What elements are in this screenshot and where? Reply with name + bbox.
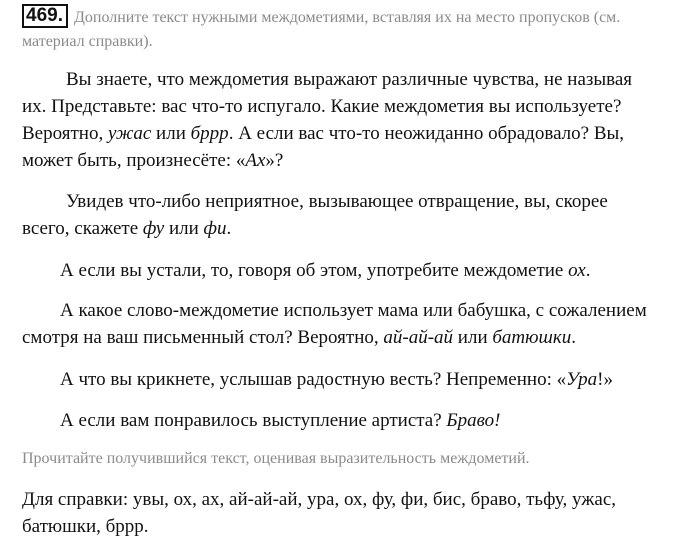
p4-text: . bbox=[571, 327, 577, 348]
p1-line2: их. Представьте: вас что-то испугало. Какие междометия вы используете? bbox=[22, 96, 622, 117]
interjection-okh: ох bbox=[568, 260, 586, 281]
p6-text: А если вам понравилось выступление артиста? bbox=[60, 410, 447, 431]
p1-text: »? bbox=[265, 150, 284, 171]
p3-line1 bbox=[22, 257, 682, 284]
task-instruction-line2: материал справки). bbox=[22, 33, 153, 50]
paragraph-6 bbox=[22, 407, 682, 434]
p4-text: смотря на ваш письменный стол? Вероятно, bbox=[22, 327, 384, 348]
p5-text: А что вы крикнете, услышав радостную весть? Непременно: « bbox=[60, 369, 567, 390]
interjection-fi: фи bbox=[203, 218, 227, 239]
task-instruction-line1: Дополните текст нужными междометиями, вставляя их на место пропусков (см. bbox=[73, 9, 621, 26]
interjection-uzhas: ужас bbox=[107, 123, 152, 144]
interjection-fu: фу bbox=[142, 218, 165, 239]
reference-line2: батюшки, бррр. bbox=[22, 516, 149, 537]
p1-line4 bbox=[22, 147, 682, 174]
p5-line1 bbox=[22, 366, 682, 393]
p6-line1 bbox=[22, 407, 682, 434]
p1-text: или bbox=[151, 123, 191, 144]
p1-text: Вероятно, bbox=[22, 123, 108, 144]
paragraph-4 bbox=[22, 297, 682, 351]
interjection-ura: Ура bbox=[566, 369, 598, 390]
p2-text: . bbox=[226, 218, 232, 239]
p1-text: может быть, произнесёте: « bbox=[22, 150, 246, 171]
p4-text: или bbox=[453, 327, 493, 348]
interjection-bravo: Браво! bbox=[446, 410, 501, 431]
p3-text: А если вы устали, то, говоря об этом, употребите междометие bbox=[60, 260, 569, 281]
paragraph-2 bbox=[22, 188, 682, 242]
paragraph-3 bbox=[22, 257, 682, 284]
p2-line1: Увидев что-либо неприятное, вызывающее отвращение, вы, скорее bbox=[66, 191, 608, 212]
reference-block bbox=[22, 486, 682, 540]
p4-line1: А какое слово-междометие использует мама или бабушка, с сожалением bbox=[60, 300, 647, 321]
p2-line2 bbox=[22, 215, 682, 242]
interjection-ai-ai-ai: ай-ай-ай bbox=[383, 327, 454, 348]
reference-line1: Для справки: увы, ох, ах, ай-ай-ай, ура, ох, фу, фи, бис, браво, тьфу, ужас, bbox=[22, 489, 617, 510]
p2-text: или bbox=[164, 218, 204, 239]
interjection-brrr: бррр bbox=[190, 123, 229, 144]
p2-text: всего, скажете bbox=[22, 218, 143, 239]
p1-line1: Вы знаете, что междометия выражают различные чувства, не называя bbox=[66, 69, 633, 90]
task-note: Прочитайте получившийся текст, оценивая выразительность междометий. bbox=[22, 450, 530, 467]
p3-text: . bbox=[585, 260, 591, 281]
p1-line3 bbox=[22, 120, 682, 147]
paragraph-1 bbox=[22, 66, 682, 174]
paragraph-5 bbox=[22, 366, 682, 393]
interjection-akh: Ах bbox=[245, 150, 266, 171]
interjection-batyushki: батюшки bbox=[492, 327, 572, 348]
p1-text: . А если вас что-то неожиданно обрадовало? Вы, bbox=[228, 123, 625, 144]
p5-text: !» bbox=[597, 369, 613, 390]
task-number: 469. bbox=[22, 4, 68, 28]
task-header bbox=[22, 4, 682, 54]
p4-line2 bbox=[22, 324, 682, 351]
